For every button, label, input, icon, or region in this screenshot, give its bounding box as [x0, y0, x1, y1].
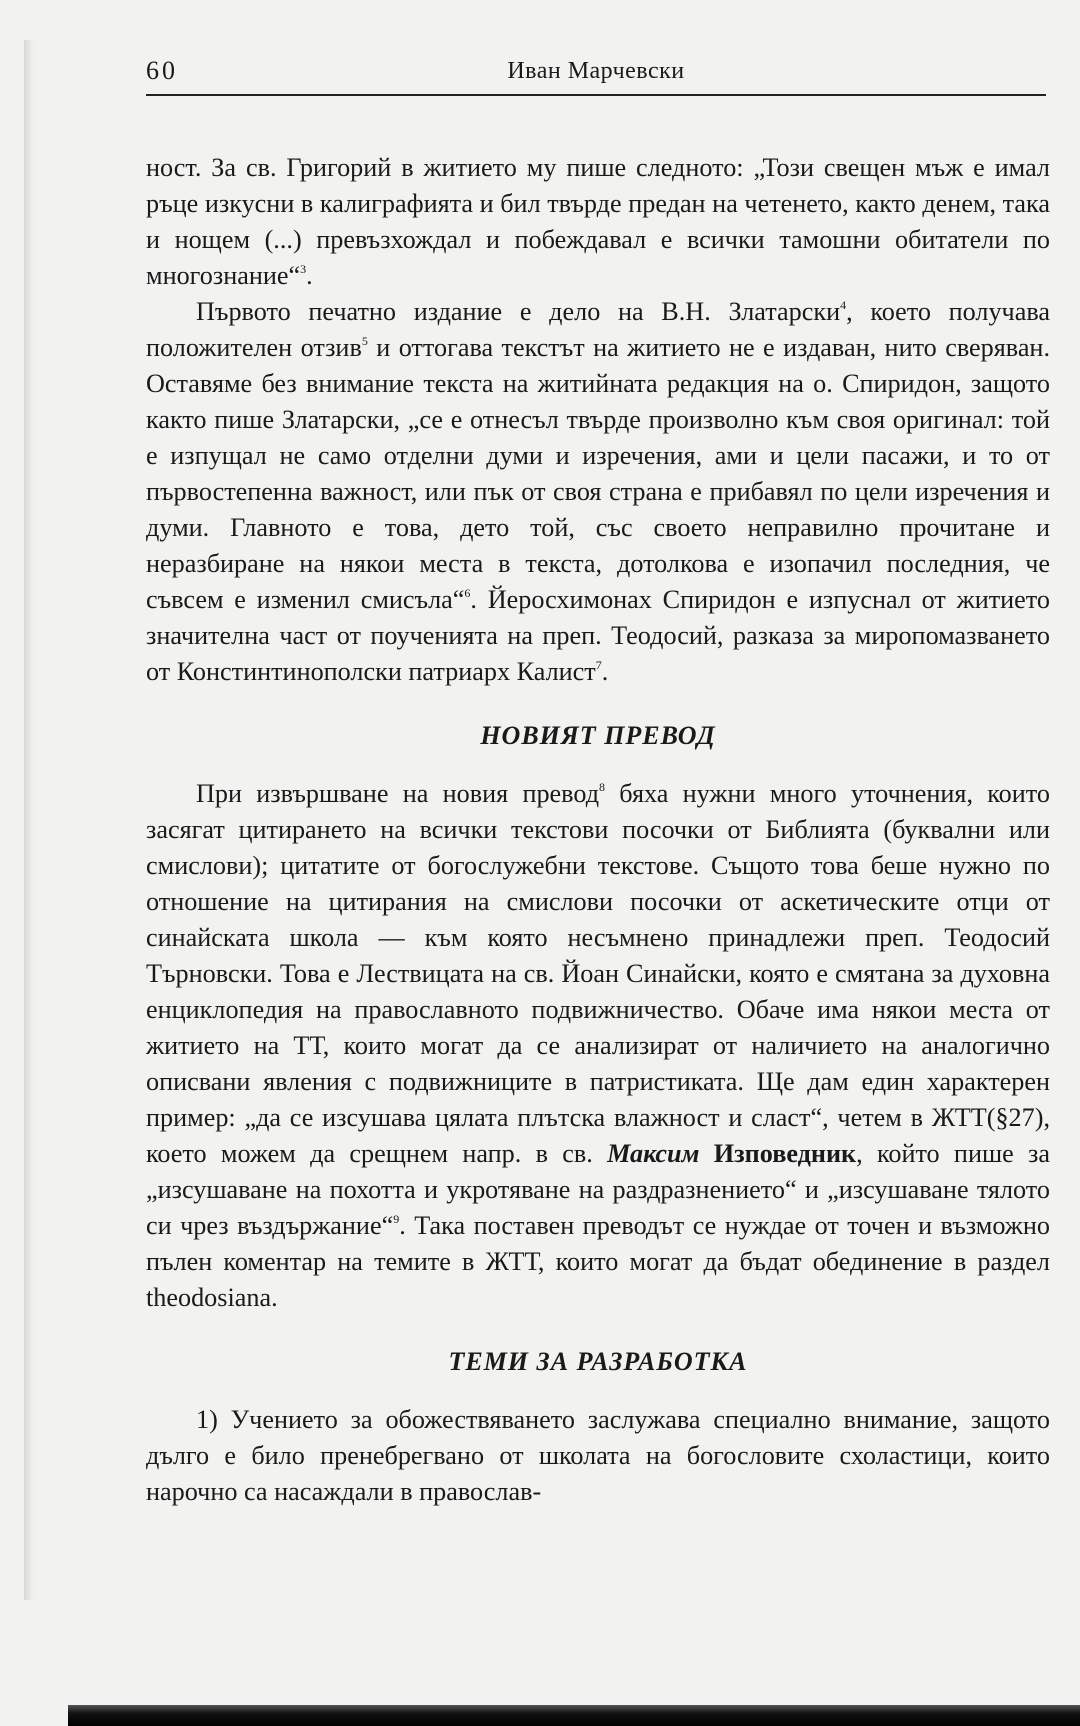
text-run: и оттогава текстът на житието не е издаван, нито сверяван. Оставяме без внимание текста на житийната редакция на о. Спиридон, защото както пише Златарски, „се е отнесъл твърде произволно към своя оригинал: той е изпущал не само отделни думи и изречения, ами и цели пасажи, и то от първостепенна важност, или пък от своя страна е прибавял по цели изречения и думи. Главното е това, дето той, със своето неправилно прочитане и неразбиране на някои места в текста, дотолкова е изопачил последния, че съвсем е изменил смисъла“: [146, 333, 1050, 614]
page-number: 60: [146, 56, 178, 85]
footnote-ref: 3: [300, 262, 307, 276]
running-title: Иван Марчевски: [507, 58, 685, 84]
footnote-ref: 7: [595, 658, 602, 672]
text-run: , който пише за „изсушаване на похотта и укротяване на раздразнението“ и „изсушаване тялото си чрез въздържание“: [146, 1139, 1050, 1240]
footnote-ref: 9: [393, 1212, 400, 1226]
header-rule: [146, 94, 1046, 96]
footnote-ref: 4: [840, 298, 847, 312]
text-run: Първото печатно издание е дело на В.Н. Златарски: [196, 297, 841, 326]
text-run: При извършване на новия превод: [196, 779, 600, 808]
footnote-ref: 6: [464, 586, 471, 600]
text-run: , което получава положителен отзив: [146, 297, 1050, 362]
author-name-italic: Максим: [607, 1139, 700, 1168]
text-run: .: [306, 261, 313, 290]
text-run: 1) Учението за обожествяването заслужава специално внимание, защото дълго е било пренебрегвано от школата на богословите схоластици, които нарочно са насаждали в православ-: [146, 1405, 1050, 1506]
paragraph-4: [146, 1402, 1050, 1510]
paragraph-3: [146, 776, 1050, 1316]
scan-bottom-edge: [68, 1705, 1080, 1726]
text-run: . Йеросхимонах Спиридон е изпуснал от житието значителна част от поученията на преп. Теодосий, разказа за миропомазването от Констинтинополски патриарх Калист: [146, 585, 1051, 686]
book-spine-shadow: [24, 40, 38, 1600]
text-run: .: [601, 657, 609, 686]
page-body: [146, 150, 1050, 1510]
section-heading-new-translation: НОВИЯТ ПРЕВОД: [480, 721, 716, 750]
footnote-ref: 5: [361, 334, 368, 348]
text-run: бяха нужни много уточнения, които засягат цитирането на всички текстови посочки от Библията (буквални или смислови); цитатите от богослужебни текстове. Същото това беше нужно по отношение на цитирания на смислови посочки от аскетическите отци от синайската школа — към която несъмнено принадлежи преп. Теодосий Търновски. Това е Лествицата на св. Йоан Синайски, която е смятана за духовна енциклопедия на православното подвижничество. Обаче има някои места от житието на ТТ, които могат да се анализират от наличието на аналогично описвани явления с подвижниците в патристиката. Ще дам един характерен пример: „да се изсушава цялата плътска влажност и сласт“, четем в ЖТТ(§27), което можем да срещнем напр. в св.: [146, 779, 1050, 1168]
author-name-bold: Изповедник: [713, 1139, 857, 1168]
footnote-ref: 8: [599, 780, 606, 794]
page-header: [146, 56, 1046, 96]
text-run: ност. За св. Григорий в житието му пише следното: „Този свещен мъж е имал ръце изкусни в калиграфията и бил твърде предан на четенето, както денем, така и нощем (...) превъзхождал и побеждавал е всички тамошни обитатели по многознание“: [146, 153, 1050, 290]
paragraph-2: [146, 294, 1050, 690]
text-run: . Така поставен преводът се нуждае от точен и възможно пълен коментар на темите в ЖТТ, които могат да бъдат обединение в раздел theodosiana.: [146, 1211, 1050, 1312]
paragraph-1: [146, 150, 1050, 294]
section-heading-topics: ТЕМИ ЗА РАЗРАБОТКА: [448, 1347, 748, 1376]
